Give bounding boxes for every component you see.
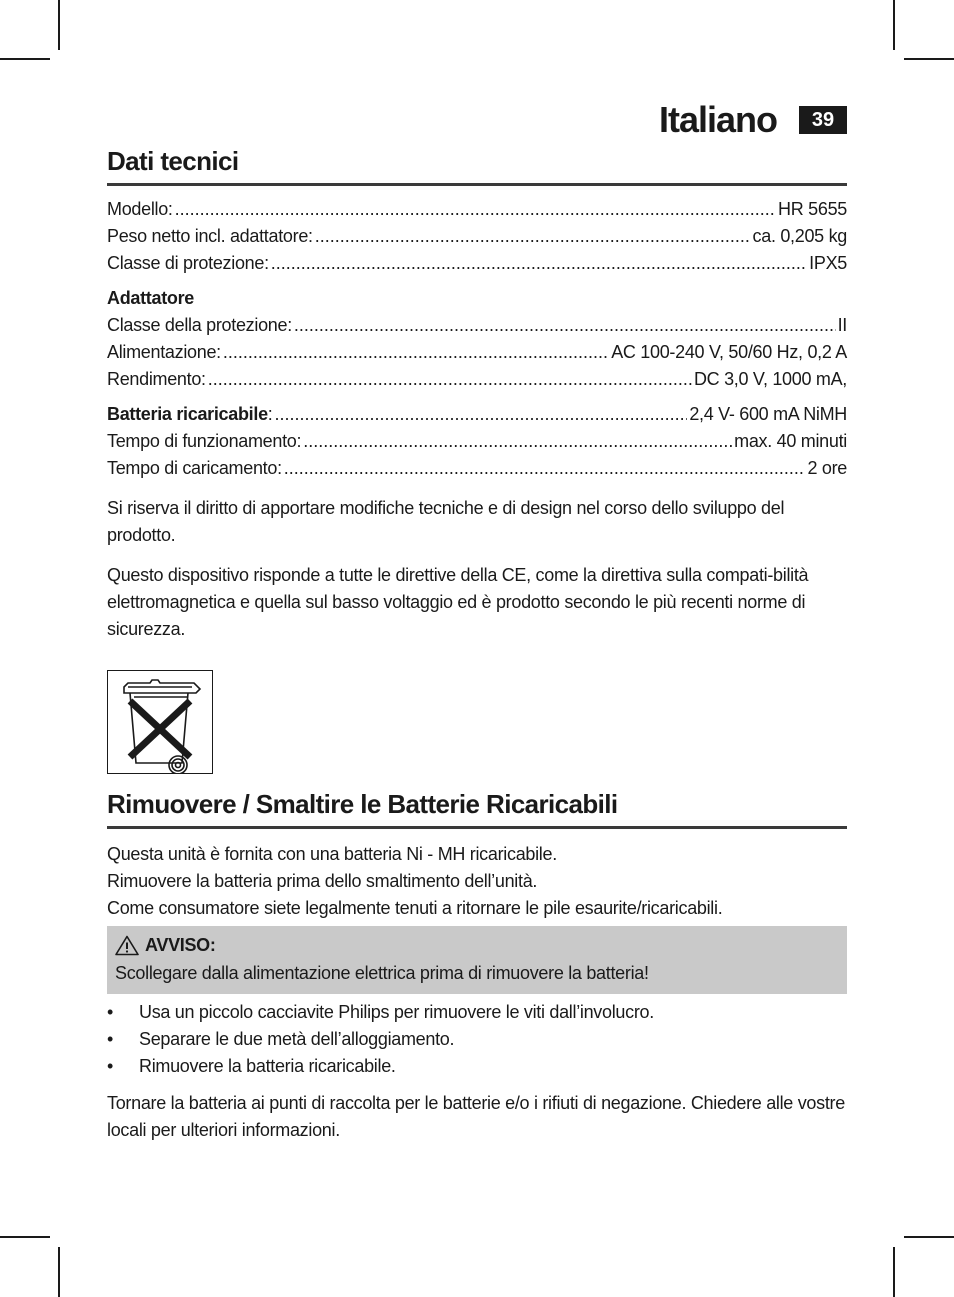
spec-row-adapter-class (107, 315, 847, 336)
spec-label-suffix: : (267, 404, 273, 424)
warning-text: Scollegare dalla alimentazione elettrica prima di rimuovere la batteria! (115, 963, 649, 983)
spec-row-battery (107, 404, 847, 425)
warning-title: AVVISO: (145, 935, 216, 955)
disposal-intro-1: Questa unità è fornita con una batteria Ni - MH ricaricabile. (107, 844, 557, 864)
section-title-specs: Dati tecnici (107, 146, 847, 186)
spec-value: IPX5 (809, 253, 847, 273)
crop-mark (904, 58, 954, 60)
spec-row-charge-time (107, 458, 847, 479)
spec-value: 2 ore (807, 458, 847, 478)
crop-mark (904, 1236, 954, 1238)
list-item-text: Usa un piccolo cacciavite Philips per rimuovere le viti dall’involucro. (139, 1002, 654, 1022)
spec-label: Tempo di caricamento: (107, 458, 282, 478)
page-number: 39 (799, 106, 847, 134)
spec-value: HR 5655 (778, 199, 847, 219)
spec-value: AC 100-240 V, 50/60 Hz, 0,2 A (611, 342, 847, 362)
warning-box (107, 926, 847, 994)
adapter-heading: Adattatore (107, 288, 195, 308)
disposal-closing: Tornare la batteria ai punti di raccolta per le batterie e/o i rifiuti di negazione. Chiedere alle vostre locali per ulteriori informazioni. (107, 1093, 845, 1140)
list-item-text: Separare le due metà dell’alloggiamento. (139, 1029, 455, 1049)
page-header (659, 100, 847, 140)
spec-value: 2,4 V- 600 mA NiMH (689, 404, 847, 424)
spec-value: II (837, 315, 847, 335)
section-title-disposal: Rimuovere / Smaltire le Batterie Ricaricabili (107, 789, 847, 829)
spec-label: Modello: (107, 199, 173, 219)
spec-row-power-supply (107, 342, 847, 363)
spec-label: Tempo di funzionamento: (107, 431, 302, 451)
spec-label-bold: Batteria ricaricabile (107, 404, 268, 424)
disposal-intro-3: Come consumatore siete legalmente tenuti a ritornare le pile esaurite/ricaricabili. (107, 898, 723, 918)
crop-mark (893, 1247, 895, 1297)
spec-label: Classe della protezione: (107, 315, 292, 335)
crossed-out-wheelie-bin-icon (108, 671, 212, 773)
crop-mark (893, 0, 895, 50)
warning-triangle-icon (115, 935, 139, 956)
spec-row-weight (107, 226, 847, 247)
disposal-intro-2: Rimuovere la batteria prima dello smaltimento dell’unità. (107, 871, 538, 891)
crop-mark (58, 1247, 60, 1297)
spec-value: DC 3,0 V, 1000 mA, (693, 369, 847, 389)
spec-label: Classe di protezione: (107, 253, 269, 273)
language-title: Italiano (658, 99, 777, 140)
spec-label: Rendimento: (107, 369, 206, 389)
spec-value: max. 40 minuti (734, 431, 847, 451)
spec-row-model (107, 199, 847, 220)
weee-symbol (107, 670, 213, 774)
crop-mark (58, 0, 60, 50)
spec-row-runtime (107, 431, 847, 452)
spec-row-output (107, 369, 847, 390)
crop-mark (0, 58, 50, 60)
note-ce-compliance: Questo dispositivo risponde a tutte le direttive della CE, come la direttiva sulla compati-bilità elettromagnetica e quella sul basso voltaggio ed è prodotto secondo le più recenti norme di sicurezza. (107, 565, 809, 639)
note-design-changes: Si riserva il diritto di apportare modifiche tecniche e di design nel corso dello sviluppo del prodotto. (107, 498, 785, 545)
spec-row-protection (107, 253, 847, 274)
warning-title-row (115, 935, 216, 956)
spec-label: Peso netto incl. adattatore: (107, 226, 313, 246)
list-item-text: Rimuovere la batteria ricaricabile. (139, 1056, 396, 1076)
spec-value: ca. 0,205 kg (752, 226, 847, 246)
crop-mark (0, 1236, 50, 1238)
spec-label: Alimentazione: (107, 342, 221, 362)
